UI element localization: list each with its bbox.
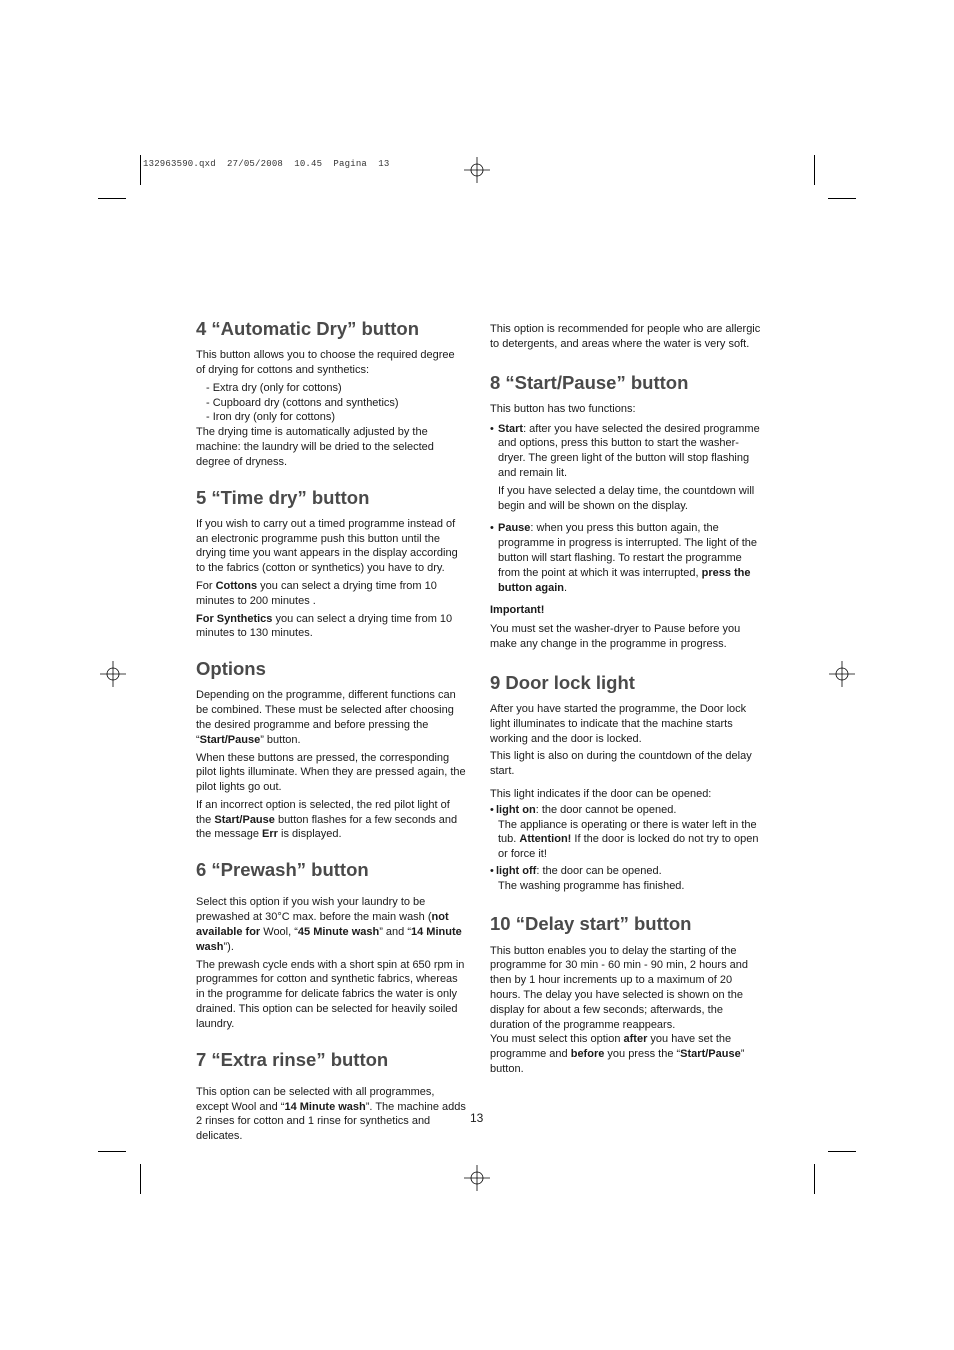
section-heading: 4 “Automatic Dry” button xyxy=(196,318,420,339)
list-item: - Iron dry (only for cottons) xyxy=(206,411,335,424)
list-item: • light off: the door can be opened. xyxy=(490,864,662,877)
crop-mark xyxy=(828,1151,856,1152)
option-note xyxy=(490,322,762,352)
crop-mark xyxy=(140,1164,141,1194)
paragraph: This option can be selected with all programmes, except Wool and “14 Minute wash”. The machine adds 2 rinses for cotton and 1 rinse for synthetics and delicates. xyxy=(196,1085,466,1143)
section-extra-rinse xyxy=(196,1049,466,1144)
registration-mark-icon xyxy=(829,661,855,687)
paragraph: Select this option if you wish your laundry to be prewashed at 30°C max. before the main wash (not available for Wool, “45 Minute wash” and “14 Minute wash”). xyxy=(196,896,462,953)
section-automatic-dry xyxy=(196,318,466,470)
paragraph: You must select this option after you have set the programme and before you press the “Start/Pause” button. xyxy=(490,1033,745,1076)
paragraph: Depending on the programme, different functions can be combined. These must be selected after choosing the desired programme and before pressing the “Start/Pause” button. xyxy=(196,689,456,746)
paragraph: This option is recommended for people who are allergic to detergents, and areas where the water is very soft. xyxy=(490,323,761,350)
paragraph: If you wish to carry out a timed programme instead of an electronic programme push this button until the drying time you want appears in the display according to the fabrics (cotton or synthetics) you have to dry. xyxy=(196,517,458,575)
list-item: • light on: the door cannot be opened. xyxy=(490,803,677,816)
list-item: • Start: after you have selected the desired programme and options, press this button to start the washer-dryer. The green light of the button will stop flashing and remain lit. xyxy=(490,422,760,479)
crop-mark xyxy=(98,198,126,199)
paragraph: This light is also on during the countdown of the delay start. xyxy=(490,750,752,778)
section-time-dry xyxy=(196,487,466,642)
crop-mark xyxy=(814,155,815,185)
left-column xyxy=(196,318,466,1161)
section-door-lock xyxy=(490,672,762,894)
paragraph: This button has two functions: xyxy=(490,402,636,415)
list-item: • Pause: when you press this button again, the programme in progress is interrupted. The light of the button will start flashing. To restart the programme from the point at which it was interrupted, press the button again. xyxy=(490,522,758,594)
paragraph: After you have started the programme, the Door lock light illuminates to indicate that the machine starts working and the door is locked. xyxy=(490,702,747,745)
section-heading: 5 “Time dry” button xyxy=(196,486,370,508)
section-delay-start xyxy=(490,913,762,1076)
crop-mark xyxy=(140,155,141,185)
important-label: Important! xyxy=(490,604,545,617)
section-heading: 10 “Delay start” button xyxy=(490,913,692,935)
print-slug: 132963590.qxd 27/05/2008 10.45 Pagina 13 xyxy=(143,159,390,169)
paragraph: This button enables you to delay the starting of the programme for 30 min - 60 min - 90 min, 2 hours and then by 1 hour increments up to a maximum of 20 hours. The delay you have selected is shown on the display for about a few seconds; afterwards, the duration of the programme reappears. xyxy=(490,944,749,1031)
section-prewash xyxy=(196,859,466,1031)
section-start-pause xyxy=(490,372,762,652)
section-heading: 8 “Start/Pause” button xyxy=(490,371,689,393)
paragraph: If an incorrect option is selected, the red pilot light of the Start/Pause button flashes for a few seconds and the message Err is displayed. xyxy=(196,798,458,841)
crop-mark xyxy=(98,1151,126,1152)
paragraph: The drying time is automatically adjusted by the machine: the laundry will be dried to the selected degree of dryness. xyxy=(196,426,434,468)
section-heading: 7 “Extra rinse” button xyxy=(196,1048,389,1070)
registration-mark-icon xyxy=(464,157,490,183)
crop-mark xyxy=(828,198,856,199)
section-heading: Options xyxy=(196,658,266,680)
list-item: - Cupboard dry (cottons and synthetics) xyxy=(206,396,399,409)
paragraph: The prewash cycle ends with a short spin at 650 rpm in programmes for cotton and synthetic fabrics, whereas in the programme for delicate fabrics the water is only drained. This option can be selected for heavily soiled laundry. xyxy=(196,958,465,1030)
registration-mark-icon xyxy=(100,661,126,687)
paragraph: This button allows you to choose the required degree of drying for cottons and synthetics: xyxy=(196,349,455,376)
page-number: 13 xyxy=(470,1111,484,1125)
section-heading: 6 “Prewash” button xyxy=(196,859,369,881)
section-options xyxy=(196,658,466,842)
paragraph: When these buttons are pressed, the corresponding pilot lights illuminate. When they are pressed again, the pilot lights go out. xyxy=(196,751,466,794)
paragraph: You must set the washer-dryer to Pause before you make any change in the programme in progress. xyxy=(490,623,741,650)
registration-mark-icon xyxy=(464,1165,490,1191)
right-column xyxy=(490,322,762,1094)
paragraph: This light indicates if the door can be opened: xyxy=(490,787,712,800)
section-heading: 9 Door lock light xyxy=(490,671,635,693)
paragraph: For Synthetics you can select a drying time from 10 minutes to 130 minutes. xyxy=(196,612,453,640)
list-item: - Extra dry (only for cottons) xyxy=(206,381,342,394)
paragraph: If you have selected a delay time, the countdown will begin and will be shown on the display. xyxy=(498,484,755,512)
paragraph: The washing programme has finished. xyxy=(498,879,685,892)
paragraph: The appliance is operating or there is water left in the tub. Attention! If the door is locked do not try to open or force it! xyxy=(498,818,759,861)
crop-mark xyxy=(814,1164,815,1194)
paragraph: For Cottons you can select a drying time from 10 minutes to 200 minutes . xyxy=(196,579,437,607)
